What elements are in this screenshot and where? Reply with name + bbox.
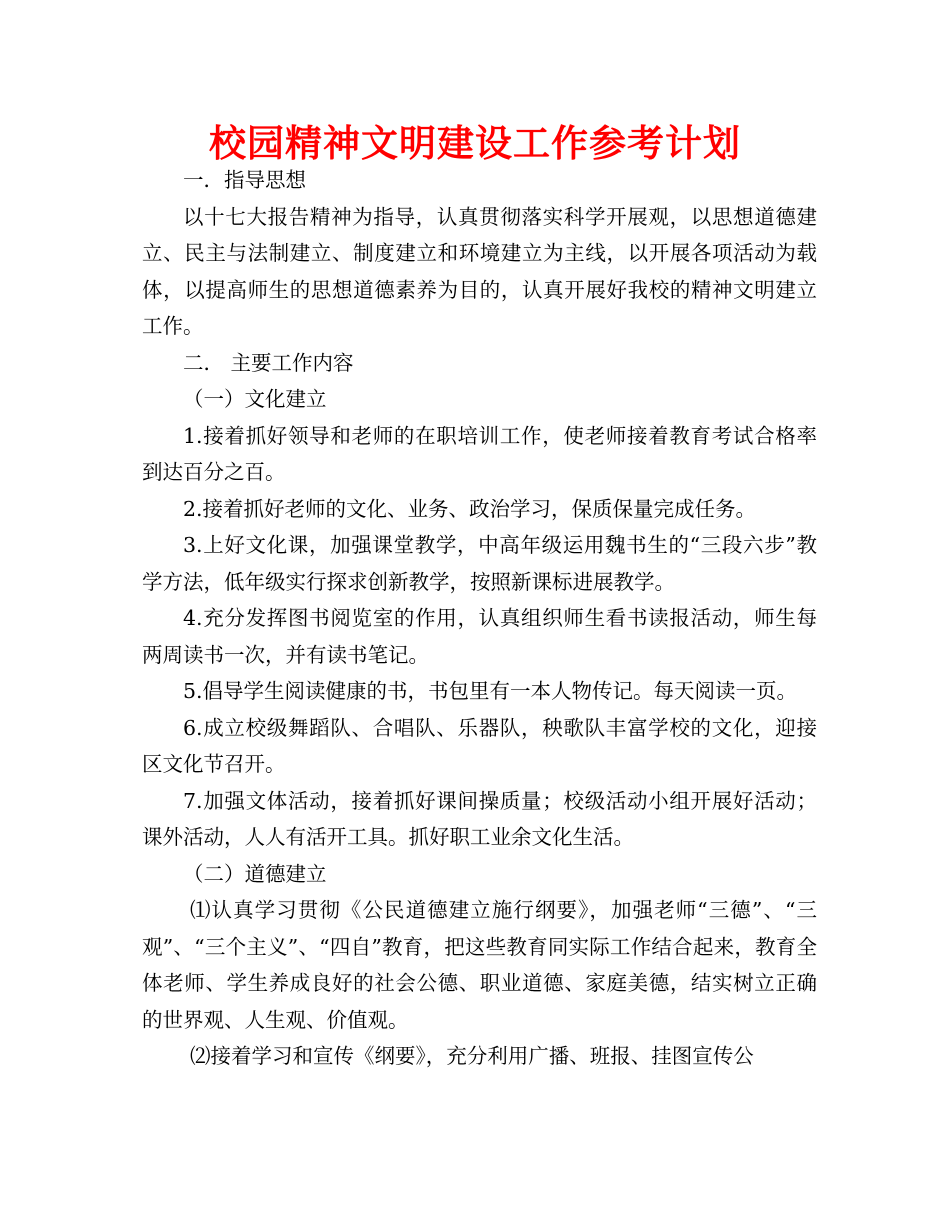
section-heading-main-work: 二． 主要工作内容 bbox=[183, 350, 354, 375]
paragraph-guiding-ideology: 以十七大报告精神为指导，认真贯彻落实科学开展观，以思想道德建立、民主与法制建立、制度建立和环境建立为主线，以开展各项活动为载体，以提高师生的思想道德素养为目的，认真开展好我校的精神文明建立工作。 bbox=[142, 204, 817, 338]
section-heading-guiding-ideology: 一．指导思想 bbox=[183, 168, 306, 192]
document-title: 校园精神文明建设工作参考计划 bbox=[209, 122, 741, 165]
list-item-3: 3.上好文化课，加强课堂教学，中高年级运用魏书生的“三段六步”教学方法，低年级实行探求创新教学，按照新课标进展教学。 bbox=[142, 533, 817, 594]
list-item-6: 6.成立校级舞蹈队、合唱队、乐器队，秧歌队丰富学校的文化，迎接区文化节召开。 bbox=[142, 715, 817, 776]
subsection-heading-morality: （二）道德建立 bbox=[183, 861, 327, 886]
morality-item-2: ⑵接着学习和宣传《纲要》，充分利用广播、班报、挂图宣传公 bbox=[190, 1044, 754, 1068]
list-item-1: 1.接着抓好领导和老师的在职培训工作，使老师接着教育考试合格率到达百分之百。 bbox=[142, 423, 817, 484]
morality-item-1: ⑴认真学习贯彻《公民道德建立施行纲要》，加强老师“三德”、“三观”、“三个主义”、“四自”教育，把这些教育同实际工作结合起来，教育全体老师、学生养成良好的社会公德、职业道德、家庭美德，结实树立正确的世界观、人生观、价值观。 bbox=[142, 898, 817, 1032]
list-item-5: 5.倡导学生阅读健康的书，书包里有一本人物传记。每天阅读一页。 bbox=[183, 679, 798, 703]
document-body bbox=[142, 162, 817, 1075]
subsection-heading-culture: （一）文化建立 bbox=[183, 387, 327, 411]
list-item-7: 7.加强文体活动，接着抓好课间操质量；校级活动小组开展好活动；课外活动，人人有活开工具。抓好职工业余文化生活。 bbox=[142, 788, 817, 849]
list-item-2: 2.接着抓好老师的文化、业务、政治学习，保质保量完成任务。 bbox=[183, 496, 757, 521]
list-item-4: 4.充分发挥图书阅览室的作用，认真组织师生看书读报活动，师生每两周读书一次，并有读书笔记。 bbox=[142, 606, 817, 667]
